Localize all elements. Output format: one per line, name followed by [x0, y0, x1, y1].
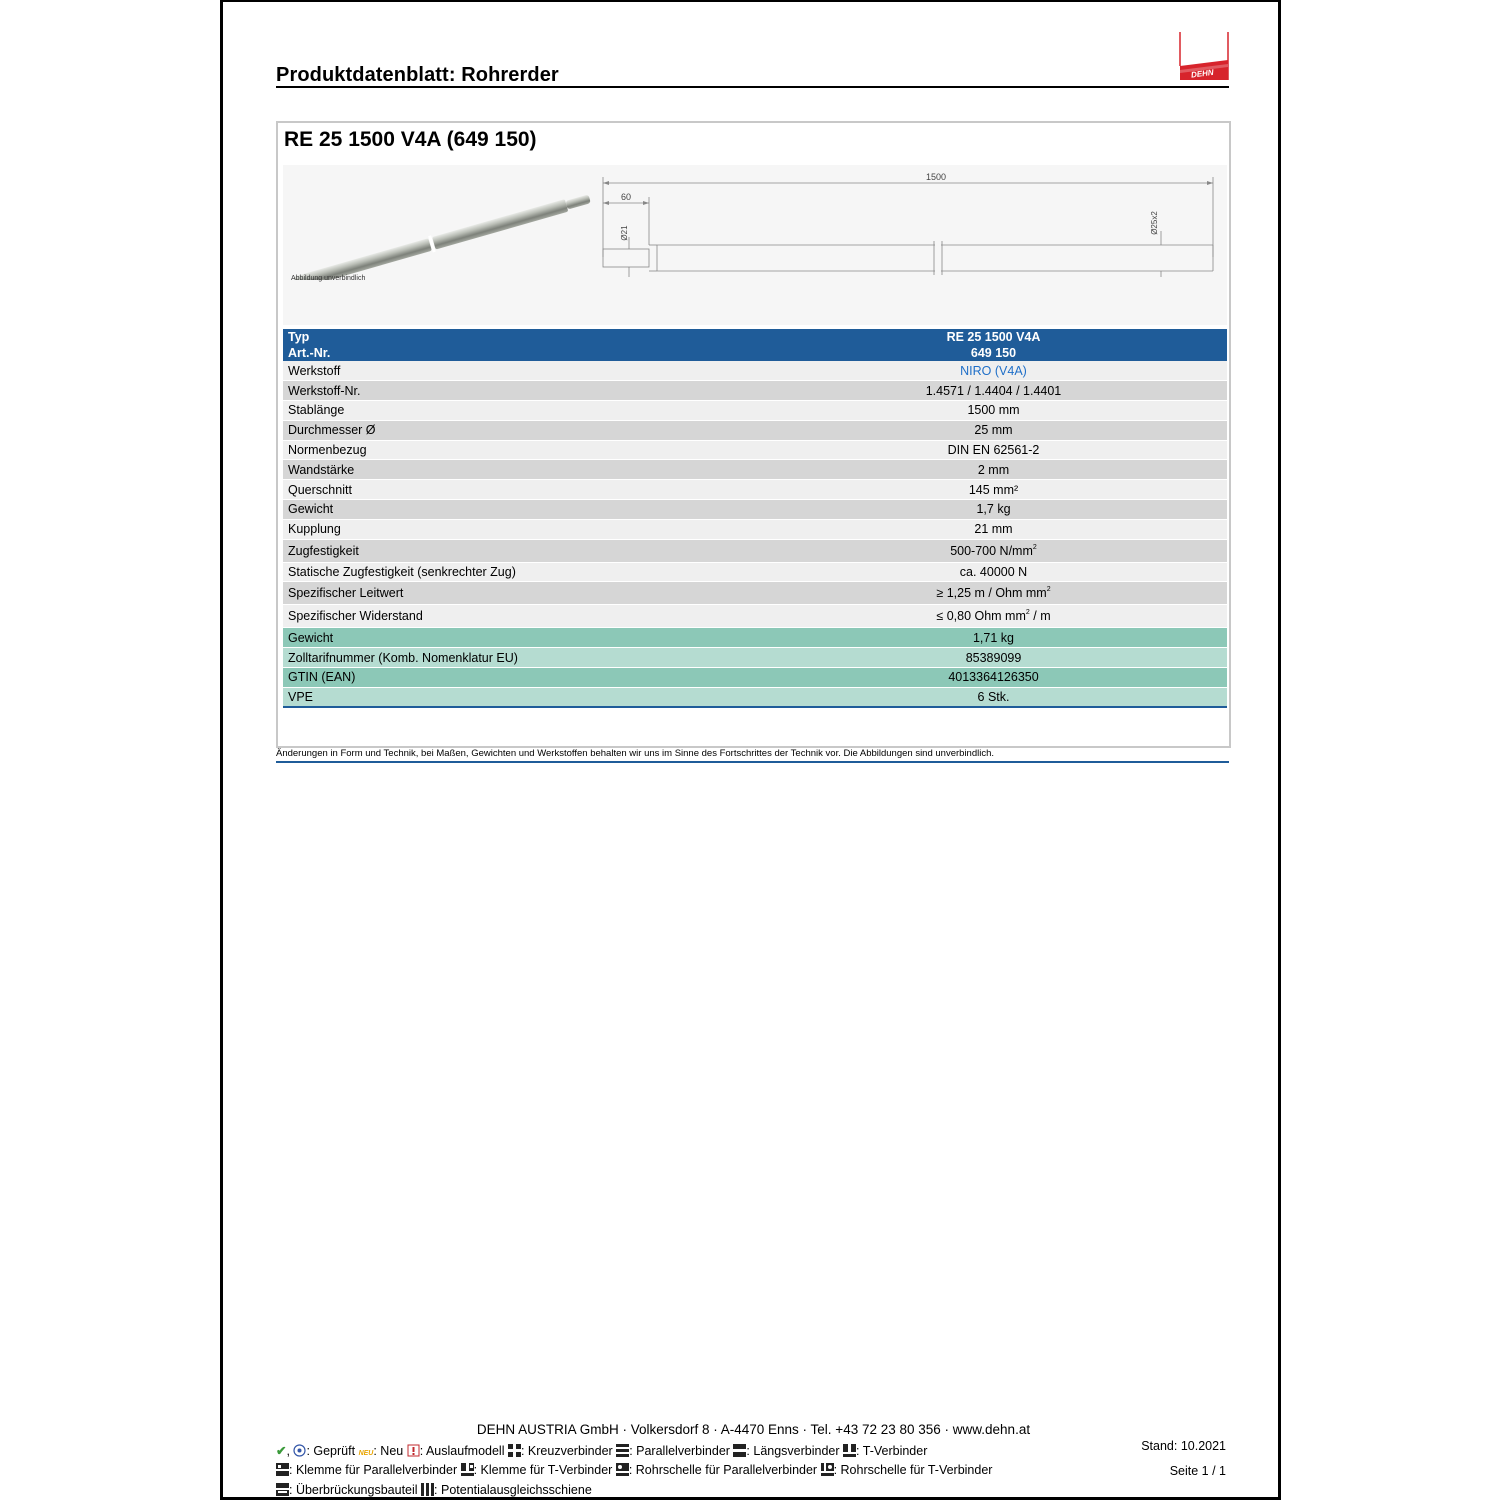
row-label: Zolltarifnummer (Komb. Nomenklatur EU)	[283, 648, 755, 668]
row-label: Durchmesser Ø	[283, 420, 755, 440]
datasheet-page	[220, 0, 1281, 1500]
technical-drawing	[601, 167, 1221, 277]
row-value: 2 mm	[755, 460, 1227, 480]
table-row	[283, 605, 1227, 628]
row-label: Normenbezug	[283, 440, 755, 460]
new-badge-icon: NEU	[358, 1450, 374, 1457]
row-value: 25 mm	[755, 420, 1227, 440]
parallel-clamp-icon	[276, 1463, 289, 1476]
pipe-clamp-t-icon	[821, 1463, 834, 1476]
product-box	[276, 121, 1231, 748]
table-row	[283, 562, 1227, 582]
row-label: Werkstoff	[283, 361, 755, 381]
dehn-logo	[1178, 30, 1230, 82]
spec-table	[283, 329, 1227, 708]
row-label: VPE	[283, 687, 755, 707]
header-value: RE 25 1500 V4A	[755, 329, 1227, 345]
equipotential-bar-icon	[421, 1483, 434, 1496]
approval-seal-icon	[293, 1444, 306, 1457]
table-header-row	[283, 329, 1227, 345]
row-label: Statische Zugfestigkeit (senkrechter Zug)	[283, 562, 755, 582]
row-value: 4013364126350	[755, 668, 1227, 688]
product-title: RE 25 1500 V4A (649 150)	[284, 128, 537, 151]
photo-caption: Abbildung unverbindlich	[291, 275, 366, 282]
product-photo	[283, 165, 593, 280]
page-title: Produktdatenblatt: Rohrerder	[276, 64, 559, 86]
legend-line-2: : Klemme für Parallelverbinder : Klemme für T-Verbinder : Rohrschelle für Parallelverbinder : Rohrschelle für T-Verbinder	[276, 1463, 992, 1477]
row-value: 500-700 $N/mm^2$	[755, 539, 1227, 562]
row-value: DIN EN 62561-2	[755, 440, 1227, 460]
row-value: ca. 40000 N	[755, 562, 1227, 582]
t-connector-icon	[843, 1444, 856, 1457]
page-number: Seite 1 / 1	[1169, 1464, 1226, 1478]
footer-address: DEHN AUSTRIA GmbH · Volkersdorf 8 · A-4470 Enns · Tel. +43 72 23 80 356 · www.dehn.at	[476, 1422, 1031, 1437]
row-value: 85389099	[755, 648, 1227, 668]
row-value: 1500 mm	[755, 401, 1227, 421]
material-link[interactable]: NIRO (V4A)	[755, 361, 1227, 381]
header-label: Typ	[283, 329, 755, 345]
row-label: Werkstoff-Nr.	[283, 381, 755, 401]
title-divider	[276, 86, 1229, 88]
pipe-clamp-parallel-icon	[616, 1463, 629, 1476]
drawing-pipe-diameter-label: Ø25x2	[1150, 211, 1159, 235]
row-value: 21 mm	[755, 519, 1227, 539]
row-value: 145 mm²	[755, 480, 1227, 500]
row-value: 1,71 kg	[755, 628, 1227, 648]
t-clamp-icon	[461, 1463, 474, 1476]
row-label: Kupplung	[283, 519, 755, 539]
row-label: Wandstärke	[283, 460, 755, 480]
revision-date: Stand: 10.2021	[1141, 1439, 1226, 1453]
checkmark-icon: ✔	[276, 1444, 287, 1458]
logistics-row	[283, 648, 1227, 668]
disclaimer-text: Änderungen in Form und Technik, bei Maßen, Gewichten und Werkstoffen behalten wir uns im Sinne des Fortschrittes der Technik vor. Die Abbildungen sind unverbindlich.	[276, 748, 995, 759]
table-row	[283, 420, 1227, 440]
row-label: Spezifischer Widerstand	[283, 605, 755, 628]
row-value: ≤ 0,80 Ohm $mm^2$ / m	[755, 605, 1227, 628]
bridging-component-icon	[276, 1483, 289, 1496]
parallel-connector-icon	[616, 1444, 629, 1457]
header-label: Art.-Nr.	[283, 345, 755, 361]
longitudinal-connector-icon	[733, 1444, 746, 1457]
row-value: 1.4571 / 1.4404 / 1.4401	[755, 381, 1227, 401]
logistics-row	[283, 628, 1227, 648]
row-value: 6 Stk.	[755, 687, 1227, 707]
row-value: ≥ 1,25 m / Ohm $mm^2$	[755, 582, 1227, 605]
row-label: Querschnitt	[283, 480, 755, 500]
table-row	[283, 582, 1227, 605]
logistics-row	[283, 668, 1227, 688]
table-row	[283, 381, 1227, 401]
table-row	[283, 460, 1227, 480]
row-label: GTIN (EAN)	[283, 668, 755, 688]
drawing-length-label: 1500	[925, 172, 947, 182]
row-label: Gewicht	[283, 500, 755, 520]
table-row	[283, 401, 1227, 421]
table-row	[283, 361, 1227, 381]
table-row	[283, 440, 1227, 460]
header-value: 649 150	[755, 345, 1227, 361]
table-row	[283, 500, 1227, 520]
table-row	[283, 539, 1227, 562]
drawing-end-length-label: 60	[620, 192, 632, 202]
cross-connector-icon	[508, 1444, 521, 1457]
row-label: Zugfestigkeit	[283, 539, 755, 562]
table-header-row	[283, 345, 1227, 361]
logistics-row	[283, 687, 1227, 707]
row-label: Stablänge	[283, 401, 755, 421]
legend-line-1: ✔, : Geprüft NEU: Neu : Auslaufmodell : Kreuzverbinder : Parallelverbinder : Längsverbinder : T-Verbinder	[276, 1444, 928, 1458]
table-row	[283, 480, 1227, 500]
legend-line-3: : Überbrückungsbauteil : Potentialausgleichsschiene	[276, 1483, 592, 1497]
row-label: Gewicht	[283, 628, 755, 648]
drawing-coupling-diameter-label: Ø21	[620, 225, 629, 241]
row-value: 1,7 kg	[755, 500, 1227, 520]
product-image-area	[283, 165, 1227, 325]
logo-text: DEHN	[1190, 67, 1215, 80]
disclaimer-divider	[276, 761, 1229, 763]
row-label: Spezifischer Leitwert	[283, 582, 755, 605]
table-row	[283, 519, 1227, 539]
discontinued-icon	[407, 1444, 420, 1457]
